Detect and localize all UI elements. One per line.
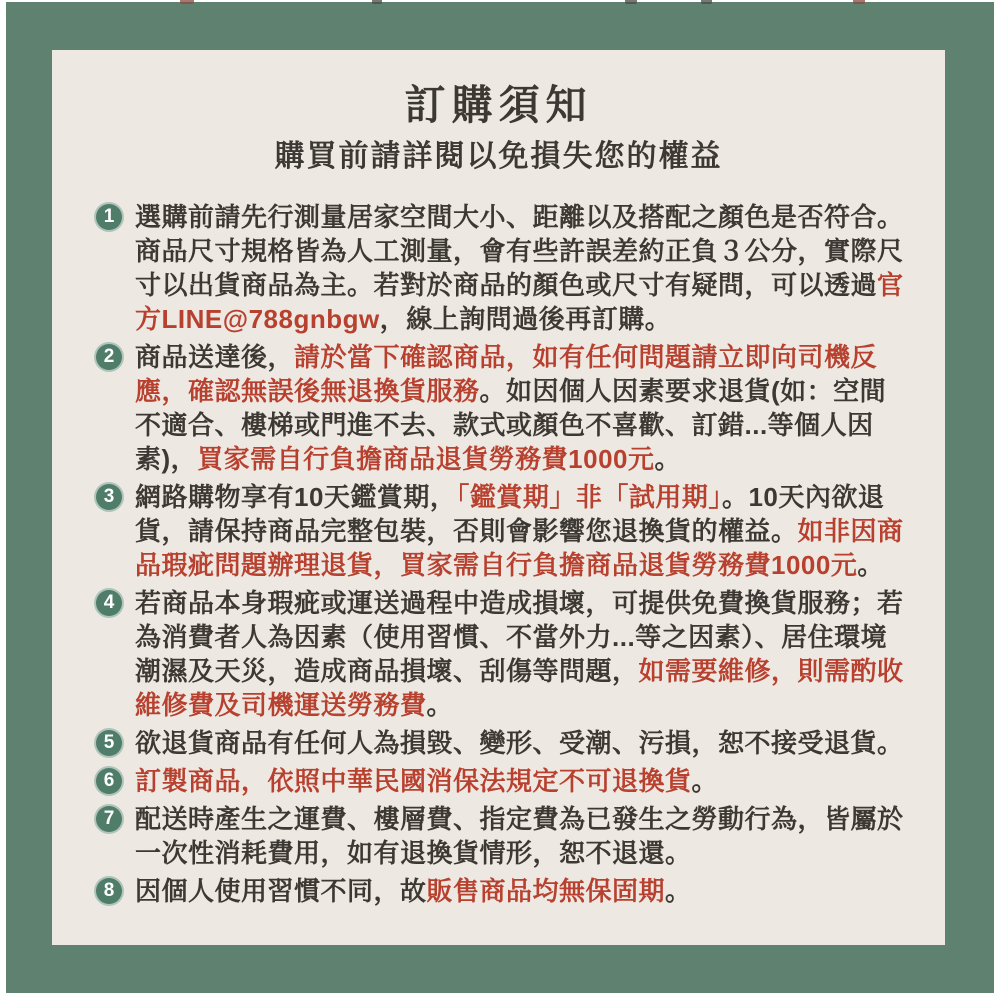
notice-number-badge: 1 [94,202,124,232]
notice-number-badge: 6 [94,766,124,796]
notice-number-badge: 3 [94,482,124,512]
cropped-text-remnant [180,0,194,4]
notice-number-badge: 7 [94,804,124,834]
notice-item [94,726,907,760]
notice-text-normal: 網路購物享有10天鑑賞期， [135,482,457,512]
notice-text [135,802,907,870]
notice-text-accent: 訂製商品，依照中華民國消保法規定不可退換貨 [135,766,692,796]
notice-number-badge: 5 [94,728,124,758]
notice-text [135,200,907,336]
notice-text-normal: 選購前請先行測量居家空間大小、距離以及搭配之顏色是否符合。商品尺寸規格皆為人工測量，會有些許誤差約正負３公分，實際尺寸以出貨商品為主。若對於商品的顏色或尺寸有疑問，可以透過 [135,202,904,300]
notice-item [94,480,907,582]
page-subtitle: 購買前請詳閱以免損失您的權益 [274,140,723,173]
notice-item [94,802,907,870]
notice-panel [52,50,945,945]
notice-text-accent: 請於當下確認商品，如有任何問題請立即向司機反應，確認無誤後無退換貨服務 [135,342,878,406]
notice-text-normal: 因個人使用習慣不同，故 [135,876,427,906]
cropped-text-remnant [853,0,865,4]
notice-text [135,874,692,908]
notice-text [135,340,907,476]
cropped-text-remnant [625,0,637,4]
notice-text-accent: 官方LINE@788gnbgw [135,270,904,334]
notice-text-normal: 配送時產生之運費、樓層費、指定費為已發生之勞動行為，皆屬於一次性消耗費用，如有退換貨情形，恕不退還。 [135,804,904,868]
notice-text-normal: 欲退貨商品有任何人為損毀、變形、受潮、污損，恕不接受退貨。 [135,728,904,758]
notice-text-accent: 如需要維修，則需酌收維修費及司機運送勞務費 [135,656,904,720]
notice-item [94,340,907,476]
notice-number-badge: 8 [94,876,124,906]
notice-text [135,764,718,798]
notice-number-badge: 4 [94,588,124,618]
notice-text-normal: 。 [426,690,454,720]
notice-text-accent: 「鑑賞期」非「試用期」 [456,482,722,512]
notice-list [94,200,907,908]
notice-text-accent: 買家需自行負擔商品退貨勞務費1000元 [197,444,655,474]
notice-text-normal: 。 [857,550,884,580]
notice-text-accent: 販售商品均無保固期 [426,876,666,906]
notice-text [135,586,907,722]
notice-text-normal: ，線上詢問過後再訂購。 [379,304,672,334]
notice-item [94,200,907,336]
notice-text-normal: 。如因個人因素要求退貨(如：空間不適合、樓梯或門進不去、款式或顏色不喜歡、訂錯...等個人因素)， [135,376,887,474]
notice-text-normal: 。10天內欲退貨，請保持商品完整包裝，否則會影響您退換貨的權益。 [135,482,885,546]
notice-text-normal: 。 [654,444,682,474]
notice-text [135,480,907,582]
page-title: 訂購須知 [404,82,593,128]
notice-number-badge: 2 [94,342,124,372]
notice-item [94,874,907,908]
cropped-text-remnant [701,0,712,4]
notice-text-normal: 若商品本身瑕疵或運送過程中造成損壞，可提供免費換貨服務；若為消費者人為因素（使用習慣、不當外力...等之因素）、居住環境潮濕及天災，造成商品損壞、刮傷等問題， [135,588,904,686]
cropped-text-remnant [372,0,382,4]
notice-text-normal: 。 [665,876,692,906]
notice-text-normal: 。 [691,766,719,796]
notice-text [135,726,904,760]
notice-item [94,764,907,798]
notice-item [94,586,907,722]
notice-text-normal: 商品送達後， [135,342,295,372]
notice-text-accent: 如非因商品瑕疵問題辦理退貨，買家需自行負擔商品退貨勞務費1000元 [135,516,904,580]
